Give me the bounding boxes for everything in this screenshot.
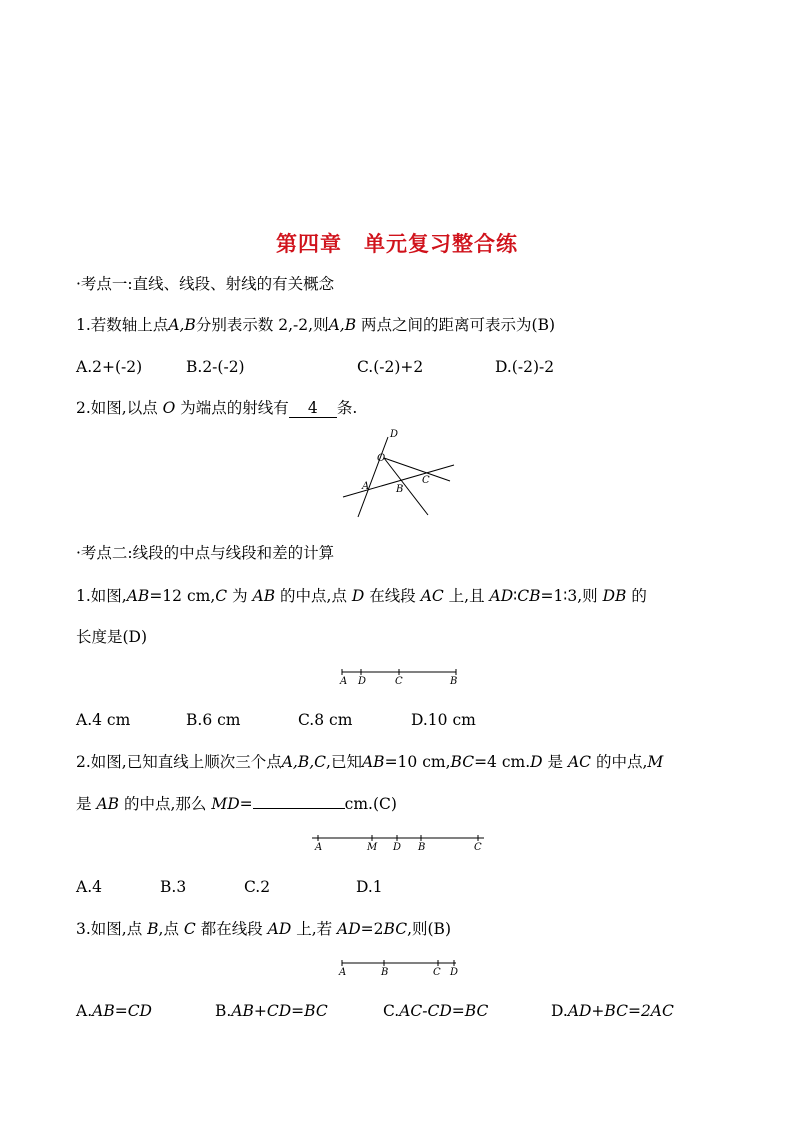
option-b: B.3 [160,878,187,896]
q-text: ∶ [513,587,518,605]
label-o: O [377,453,386,464]
option-c: C.(-2)+2 [357,358,424,376]
segment-label: AB [126,587,150,605]
q-text: 是 [76,795,97,813]
option-d: D.10 cm [411,711,476,729]
q-text: = [239,795,253,813]
segment-label: AC [567,753,592,771]
q-number: 1. [76,316,91,334]
segment-figure-amdbc [308,832,488,854]
option-a: A.4 [76,878,102,896]
option-letter: D. [551,1002,568,1020]
label-c: C [433,967,441,978]
option-c [383,1001,488,1021]
option-letter: C. [383,1002,400,1020]
option-d [551,1001,674,1021]
label-a: A [315,842,323,853]
segment-label: AD [337,920,361,938]
page-title: 第四章 单元复习整合练 [276,232,518,256]
q-text: ,已知 [326,753,362,771]
section1-heading: ·考点一:直线、线段、射线的有关概念 [76,275,335,293]
q-text: 两点之间的距离可表示为(B) [356,316,556,334]
label-d: D [358,676,367,687]
point-label: B [147,920,159,938]
label-b: B [381,967,389,978]
label-b: B [396,484,404,495]
point-label: O [162,399,176,417]
segment-label: AC [420,587,444,605]
segment-label: AD [489,587,514,605]
point-label: D [530,753,543,771]
segment-label: AD [267,920,292,938]
point-label: A,B [328,316,357,334]
option-a: A.2+(-2) [76,358,143,376]
q-text: 的中点,点 [275,587,352,605]
label-c: C [422,475,430,486]
q-text: 3.如图,点 [76,920,148,938]
q-text: 在线段 [364,587,421,605]
s1-q1-stem [76,315,555,335]
q-text: 条. [336,399,358,417]
q-text: 为 [227,587,253,605]
s1-q2-stem [76,398,357,418]
option-expr: AB=CD [92,1002,152,1020]
label-d: D [450,967,459,978]
label-m: M [367,842,378,853]
option-d: D.(-2)-2 [495,358,555,376]
option-d: D.1 [356,878,383,896]
option-a: A.4 cm [76,711,131,729]
point-label: A,B [168,316,196,334]
segment-label: AB [96,795,120,813]
option-expr: AC-CD=BC [399,1002,489,1020]
q-text: 都在线段 [195,920,268,938]
q-text: 上,若 [291,920,338,938]
q-text: =2 [360,920,384,938]
q-text: 是 [542,753,568,771]
option-c: C.2 [244,878,271,896]
label-a: A [339,967,347,978]
q-text: 的中点,那么 [119,795,212,813]
segment-figure-adcb [340,666,460,688]
q-text: =10 cm, [384,753,451,771]
s2-q3-stem [76,919,451,939]
s2-q2-stem-line2 [76,794,397,814]
segment-label: BC [383,920,408,938]
q-text: 若数轴上点 [90,316,169,334]
option-letter: B. [215,1002,232,1020]
option-b [215,1001,328,1021]
q-text: 的中点, [591,753,648,771]
q-text: 上,且 [443,587,490,605]
label-d: D [390,429,399,440]
q-text: 的 [626,587,647,605]
line-da [358,437,388,517]
segment-label: DB [602,587,627,605]
segment-label: CB [517,587,541,605]
q-text: 2.如图,已知直线上顺次三个点 [76,753,282,771]
option-letter: A. [76,1002,93,1020]
point-label: C [183,920,196,938]
segment-label: AB [361,753,385,771]
option-b: B.2-(-2) [186,358,245,376]
point-label: M [647,753,664,771]
q-text: cm.(C) [344,795,397,813]
s2-q2-stem [76,752,663,772]
q-text: 为端点的射线有 [175,399,289,417]
option-expr: AB+CD=BC [231,1002,328,1020]
answer-blank: 4 [289,399,337,418]
label-c: C [474,842,482,853]
label-a: A [340,676,348,687]
s2-q1-stem-line2: 长度是(D) [76,628,148,646]
answer-blank [253,808,345,809]
label-c: C [395,676,403,687]
point-label: A,B,C [281,753,327,771]
point-label: C [215,587,228,605]
rays-figure [340,425,460,520]
line-ob [384,458,428,515]
label-b: B [418,842,426,853]
section2-heading: ·考点二:线段的中点与线段和差的计算 [76,544,335,562]
q-text: =4 cm. [474,753,531,771]
segment-label: MD [211,795,240,813]
s2-q1-stem [76,586,647,606]
q-text: =1∶3,则 [540,587,603,605]
option-b: B.6 cm [186,711,241,729]
q-text: 2.如图,以点 [76,399,163,417]
option-expr: AD+BC=2AC [567,1002,674,1020]
segment-label: AB [252,587,276,605]
segment-figure-abcd [336,957,466,979]
q-text: =12 cm, [149,587,216,605]
label-d: D [393,842,402,853]
point-label: D [351,587,365,605]
q-text: ,点 [158,920,184,938]
q-text: 分别表示数 2,-2,则 [195,316,329,334]
option-c: C.8 cm [298,711,353,729]
q-text: ,则(B) [407,920,451,938]
q-text: 1.如图, [76,587,127,605]
option-a [76,1001,152,1021]
label-a: A [362,481,370,492]
label-b: B [450,676,458,687]
segment-label: BC [450,753,475,771]
